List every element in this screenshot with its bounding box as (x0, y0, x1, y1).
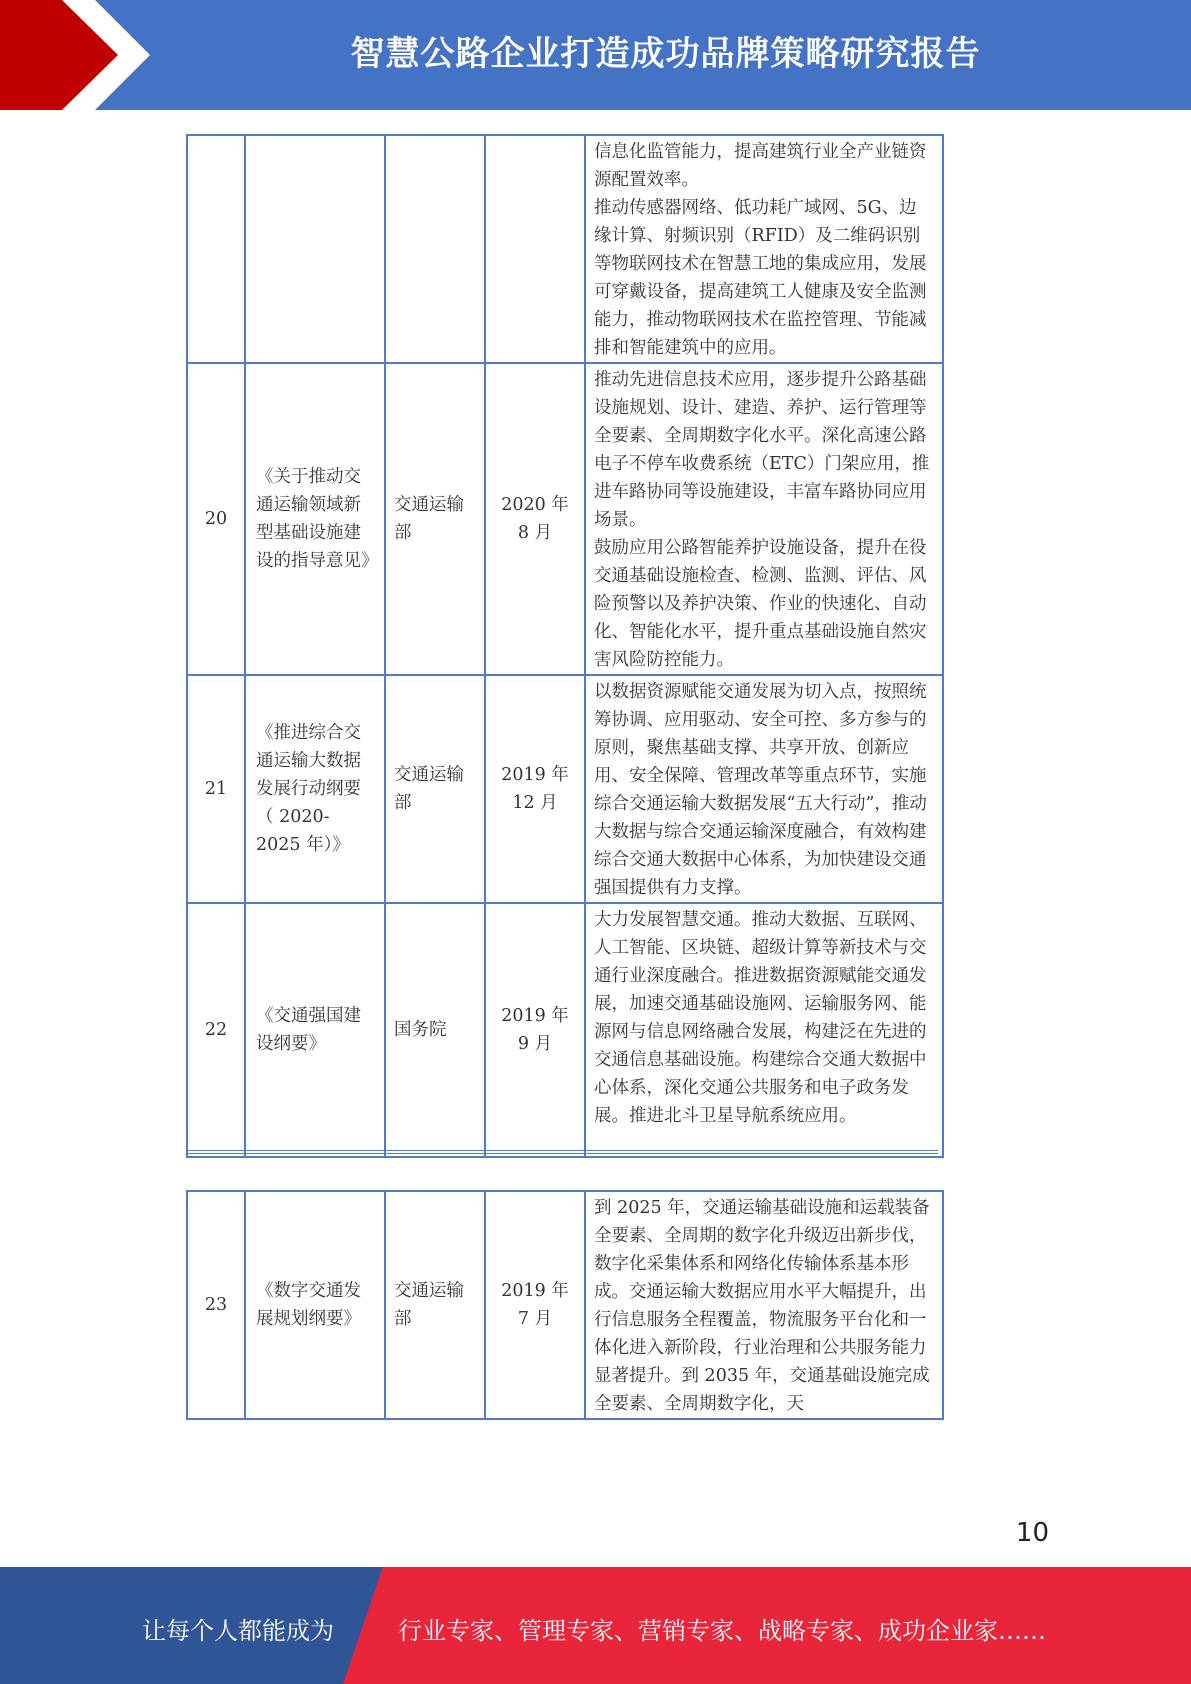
policy-name: 《关于推动交通运输领域新型基础设施建设的指导意见》 (245, 363, 385, 675)
page-footer (0, 1567, 1191, 1684)
content-paragraph: 以数据资源赋能交通发展为切入点，按照统筹协调、应用驱动、安全可控、多方参与的原则，聚焦基础支撑、共享开放、创新应用、安全保障、管理改革等重点环节，实施综合交通运输大数据发展“五大行动”，推动大数据与综合交通运输深度融合，有效构建综合交通大数据中心体系，为加快建设交通强国提供有力支撑。 (594, 682, 927, 898)
footer-slogan-left: 让每个人都能成为 (142, 1617, 334, 1645)
table-row (187, 363, 943, 675)
policy-name: 《交通强国建设纲要》 (245, 903, 385, 1157)
issue-date: 2019 年 12 月 (485, 675, 585, 903)
content-paragraph: 大力发展智慧交通。推动大数据、互联网、人工智能、区块链、超级计算等新技术与交通行业深度融合。推进数据资源赋能交通发展，加速交通基础设施网、运输服务网、能源网与信息网络融合发展，构建泛在先进的交通信息基础设施。构建综合交通大数据中心体系，深化交通公共服务和电子政务发展。推进北斗卫星导航系统应用。 (594, 910, 927, 1126)
issue-date: 2020 年 8 月 (485, 363, 585, 675)
table-row (187, 135, 943, 363)
row-number: 23 (187, 1191, 245, 1419)
page-number: 10 (1015, 1518, 1049, 1548)
issuing-department: 交通运输部 (385, 363, 485, 675)
page-header (0, 0, 1191, 110)
policy-name: 《推进综合交通运输大数据发展行动纲要（ 2020-2025 年）》 (245, 675, 385, 903)
issuing-department: 交通运输部 (385, 1191, 485, 1419)
table-row (187, 903, 943, 1157)
issue-date (485, 135, 585, 363)
policy-content (585, 363, 943, 675)
row-number (187, 135, 245, 363)
issue-date: 2019 年 9 月 (485, 903, 585, 1157)
row-number: 22 (187, 903, 245, 1157)
policy-content (585, 1191, 943, 1419)
policy-content (585, 675, 943, 903)
table-row (187, 675, 943, 903)
table-bottom-border (186, 1150, 938, 1154)
content-paragraph: 信息化监管能力，提高建筑行业全产业链资源配置效率。 (594, 142, 927, 190)
policy-name (245, 135, 385, 363)
chevron-arrow-icon (0, 0, 160, 110)
row-number: 21 (187, 675, 245, 903)
report-title: 智慧公路企业打造成功品牌策略研究报告 (350, 34, 981, 74)
policy-content (585, 135, 943, 363)
table-row (187, 1191, 943, 1419)
policy-table-continued (186, 1190, 944, 1420)
issuing-department (385, 135, 485, 363)
content-paragraph: 到 2025 年，交通运输基础设施和运载装备全要素、全周期的数字化升级迈出新步伐，数字化采集体系和网络化传输体系基本形成。交通运输大数据应用水平大幅提升，出行信息服务全程覆盖，物流服务平台化和一体化进入新阶段，行业治理和公共服务能力显著提升。到 2035 年，交通基础设施完成全要素、全周期数字化，天 (594, 1198, 930, 1414)
content-paragraph: 推动先进信息技术应用，逐步提升公路基础设施规划、设计、建造、养护、运行管理等全要素、全周期数字化水平。深化高速公路电子不停车收费系统（ETC）门架应用，推进车路协同等设施建设，丰富车路协同应用场景。 (594, 370, 930, 530)
policy-name: 《数字交通发展规划纲要》 (245, 1191, 385, 1419)
policy-content (585, 903, 943, 1157)
content-paragraph: 鼓励应用公路智能养护设施设备，提升在役交通基础设施检查、检测、监测、评估、风险预警以及养护决策、作业的快速化、自动化、智能化水平，提升重点基础设施自然灾害风险防控能力。 (594, 538, 927, 670)
policy-table (186, 134, 944, 1158)
issuing-department: 交通运输部 (385, 675, 485, 903)
content-paragraph: 推动传感器网络、低功耗广域网、5G、边缘计算、射频识别（RFID）及二维码识别等物联网技术在智慧工地的集成应用，发展可穿戴设备，提高建筑工人健康及安全监测能力，推动物联网技术在监控管理、节能减排和智能建筑中的应用。 (594, 198, 927, 358)
row-number: 20 (187, 363, 245, 675)
issue-date: 2019 年 7 月 (485, 1191, 585, 1419)
issuing-department: 国务院 (385, 903, 485, 1157)
footer-slogan-right: 行业专家、管理专家、营销专家、战略专家、成功企业家…… (398, 1617, 1046, 1645)
